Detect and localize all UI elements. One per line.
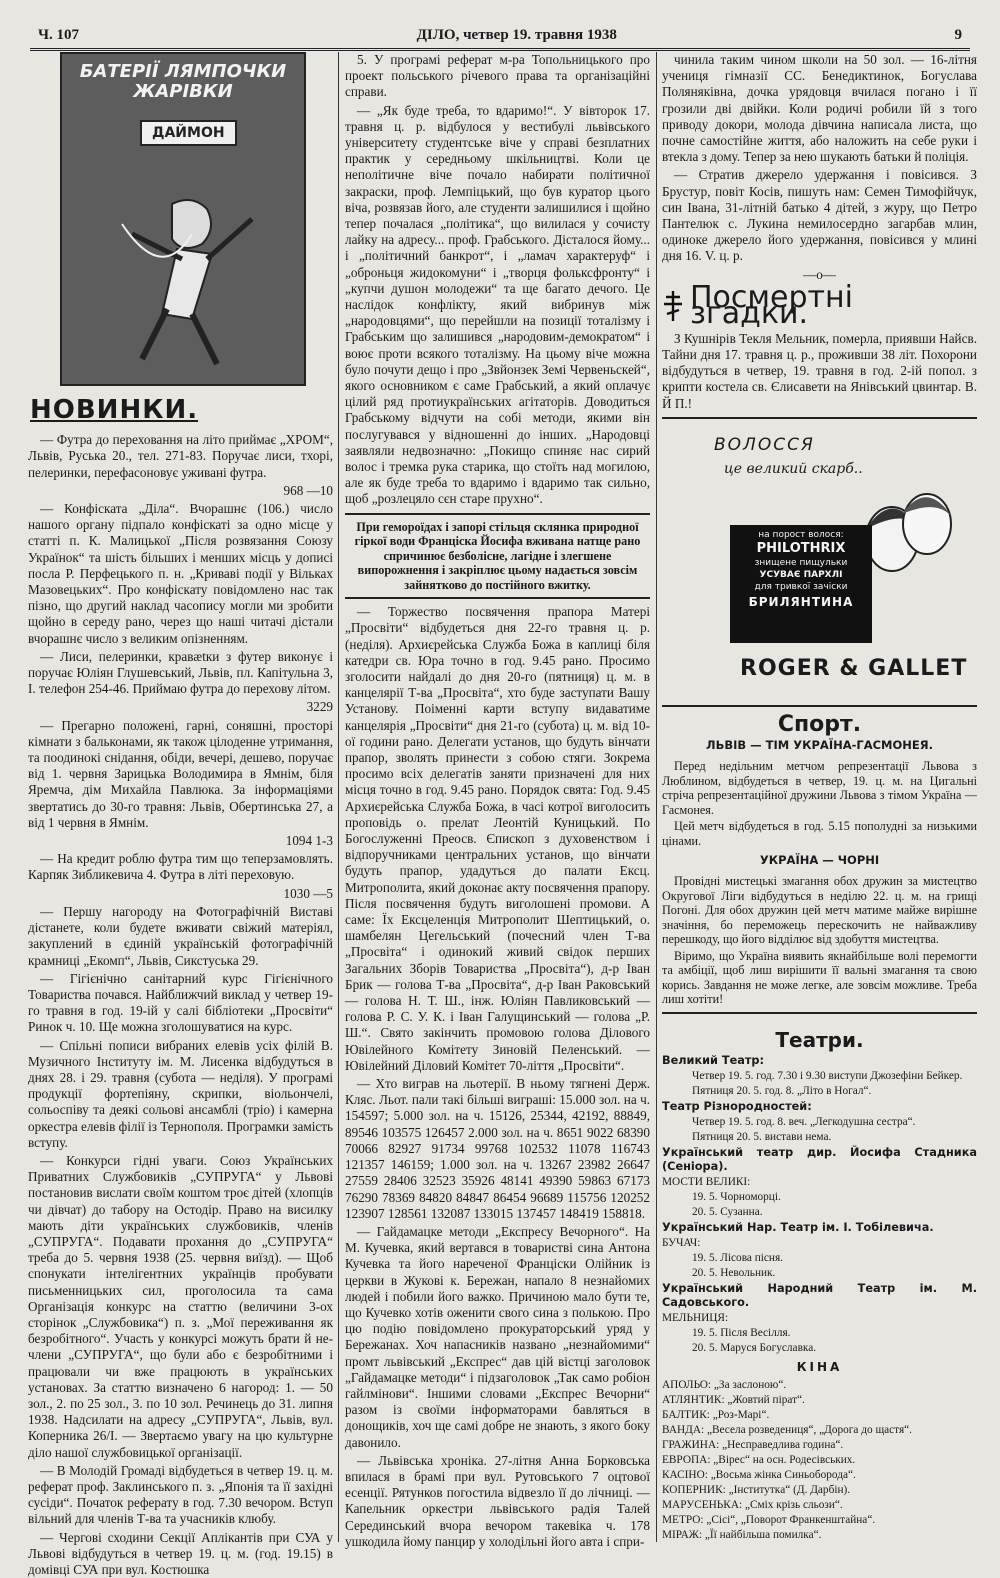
column-rule — [338, 52, 339, 1542]
news-item: — В Молодій Громаді відбудеться в четвер 19. ц. м. реферат проф. Заклинського п. з. „Японія та її західні сусіди“. Початок реферату в год. 7.30 вечором. Вступ вільний для членів Т-ва та учасників клюбу. — [28, 1462, 333, 1527]
performance-entry: 19. 5. Лісова пісня. — [692, 1252, 783, 1265]
cinema-entry: МЕТРО: „Сісі“, „Поворот Франкенштайна“. — [662, 1514, 876, 1527]
cinema-entry: МІРАЖ: „Її найбільша помилка“. — [662, 1529, 822, 1542]
obituaries-heading: Посмертні згадки. — [662, 289, 977, 323]
ad-brand: ДАЙМОН — [140, 120, 237, 146]
product-box: на порост волося: PHILOTHRIX знищене пищульки УСУВАЄ ПАРХЛІ для тривкої зачіски БРИЛЯНТИНА — [730, 525, 872, 643]
cinema-entry: ГРАЖИНА: „Несправедлива година“. — [662, 1439, 844, 1452]
news-item: — Гігієнічно санітарний курс Гігієнічного Товариства почався. Найближчий виклад у четвер 19-го травня в год. 19-ій у салі бібліотеки „Просвіти“ Ринок ч. 10. Ще можна зголошуватися на курс. — [28, 970, 333, 1035]
newspaper-title-date: ДІЛО, четвер 19. травня 1938 — [416, 27, 617, 43]
roger-gallet-advertisement: ВОЛОССЯ це великий скарб.. на порост волося: PHILOTHRIX знищене пищульки УСУВАЄ ПАРХЛІ для тривкої зачіски БРИЛЯНТИНА ROGER & GALLET — [714, 434, 968, 681]
cinema-entry: АТЛЯНТИК: „Жовтий пірат“. — [662, 1394, 805, 1407]
cinema-entry: АПОЛЬО: „За заслоною“. — [662, 1379, 787, 1392]
column-2 — [345, 52, 650, 1549]
performance-entry: 20. 5. Невольник. — [692, 1267, 776, 1280]
column-rule — [656, 52, 657, 1542]
sport-subheading: ЛЬВІВ — ТІМ УКРАЇНА-ГАСМОНЕЯ. — [706, 738, 933, 753]
column-3 — [662, 52, 977, 1542]
ad-code: 1030 —5 — [283, 885, 333, 901]
ad-brand: ROGER & GALLET — [740, 655, 968, 681]
news-item: — Гайдамацке методи „Експресу Вечорного“. На М. Кучевка, який вертався в товаристві сина Антона Кучевка та його нареченої Франціски Олійник із церкви в Жукові к. Бережан, напало 8 незнайомих людей і побили його важко. Причиною мало бути те, що Кучевко хотів оженити свого сина з полькою. Про цю подію повідомлено прокураторський уряд у Бережанах. Хоч напасників названо „незнайомими“ промт львівський „Експрес“ дав цій вістці заголовок „Гайдамацке методи“ і підзаголовок „Так само робіон гайлмінови“. Іншими словами „Експрес Вечорни“ разом із своїми інформаторами бавляться в донощиків, хоч ще самі добре не знають, з якого боку давонило. — [345, 1223, 650, 1450]
ad-code: 1094 1-3 — [285, 833, 333, 849]
cinema-entry: БАЛТИК: „Роз-Марі“. — [662, 1409, 770, 1422]
divider — [662, 1012, 977, 1014]
news-item: — Лиси, пелеринки, кравætки з футер виконує і поручає Юліян Глушевський, Львів, пл. Капітульна 3, І. телефон 254-46. Приймаю футра до перехову літом. — [28, 648, 333, 697]
orthodox-cross-icon — [662, 289, 684, 323]
news-item: — Першу нагороду на Фотографічній Виставі дістанете, коли будете вживати свіжий матеріял, закуплений в єдиній українській фотографічній крамниці „Екомп“, Львів, Сикстуська 29. — [28, 903, 333, 968]
divider — [345, 597, 650, 599]
sport-item: Віримо, що Україна виявить якнайбільше волі перемогти та амбіції, щоб лиш вирішити її вальні змагання та свою корись. Завдання не може легке, але зовсім можливе. Треба лиш хотіти! — [662, 948, 977, 1007]
sport-subheading: УКРАЇНА — ЧОРНІ — [759, 853, 880, 868]
divider-mark: —о— — [803, 266, 836, 282]
divider — [662, 417, 977, 419]
news-item: — Конфіската „Діла“. Вчорашнє (106.) число нашого органу підпало конфіскаті за одно місце у статті п. К. Малицької „Після розвязання Союзу Українок“ та шість більших і менших місць у дописі посла Р. Перфецького п. н. „Криваві події у Вільках Мазовецьких“. Про конфіскату повідомлено нас так пізно, що другий наклад часопису могли ми зробити щойно в середу рано, через що наші читачі дістали вчорашнє число з великим опізненням. — [28, 501, 333, 646]
theatre-name: Український театр дир. Йосифа Стадника (Сеніора). — [662, 1146, 977, 1174]
cinema-entry: КАСІНО: „Восьма жінка Синьоборода“. — [662, 1469, 856, 1482]
news-item: — Спільні пописи вибраних елевів усіх філій В. Музичного Інституту ім. М. Лисенка відбудуться в днях 28. і 29. травня (субота — неділя). У програмі продукції фортепіяну, скрипки, віольончелі, сольоспіву та деякі сольові ансамблі (тріо) і камерна оркестра елевів філії із Тернополя. Програмки замість вступу. — [28, 1037, 333, 1150]
page-number: 9 — [954, 27, 962, 43]
divider — [662, 705, 977, 707]
performance-entry: 19. 5. Після Весілля. — [692, 1327, 791, 1340]
performance-entry: 20. 5. Маруся Богуславка. — [692, 1342, 817, 1355]
sport-heading: Спорт. — [777, 711, 862, 737]
theatre-listings — [662, 1054, 977, 1355]
performance-entry: Пятниця 20. 5. год. 8. „Літо в Ногал“. — [692, 1085, 872, 1098]
sport-item: Цей метч відбудеться в год. 5.15 пополудні за низькими цінами. — [662, 819, 977, 848]
theatre-name: Театр Різнородностей: — [662, 1100, 812, 1114]
theatre-heading: Театри. — [775, 1027, 864, 1052]
column-1 — [28, 52, 333, 1578]
news-item: — Хто виграв на льотерії. В ньому тягнені Держ. Кляс. Льот. пали такі більші виграші: 15.000 зол. на ч. 154597; 5.000 зол. на ч. 15126, 25344, 42192, 88849, 89546 103575 126457 2.000 зол. на ч. 8651 9022 68390 70066 82927 91734 99768 102532 11078 116743 121357 146159; 1.000 зол. на ч. 13267 23982 26647 27559 28406 32523 35926 48141 49390 59863 67173 76290 78369 84820 84847 86454 96689 115756 120252 123907 128561 132087 133015 137457 148419 158818. — [345, 1076, 650, 1221]
news-item: — Львівська хроніка. 27-літня Анна Борковська впилася в брамі при вул. Рутовського 7 оцтової есенції. Рятунков погостила відвезло її до лічниці. — Капельник оркестри львівського радія Талей Серединський вчора вечором такевіка ч. 178 ушкодила йому панцир у холодільні його авта і спри- — [345, 1452, 650, 1549]
news-item: — Прегарно положені, гарні, соняшні, просторі кімнати з бальконами, як також цілоденне утримання, та поодинокі снідання, обіди, вечері, дешево, поручає від 1. червня Зарицька Володимира в Ямнім, біля Яремча, дім Михайла Павлюка. За інформаціями звертатись до 30-го травня: Львів, Обертинська 27, а від 1 червня в Ямнім. — [28, 717, 333, 830]
ad-code: 3229 — [306, 699, 333, 715]
issue-number: Ч. 107 — [38, 27, 80, 43]
news-item: — Конкурси гідні уваги. Союз Українських Приватних Службовиків „СУПРУГА“ у Львові постановив вислати своїм коштом троє дітей (хлопців чи дівчат) до табору на Остодір. Право на висилку мають діти українських службовиків, членів „СУПРУГА“. Подавати прохання до „СУПРУГА“ треба до 5. червня 1938 (25. червня виїзд). — Щоб спонукати інтелігентних українців пробувати письменницьких сил, проголосила та сама Організація конкурс на статтю (величини 3-ох сторінок „Службовика“) п. з. „Мої переживання як безробітного“. Участь у конкурсі можуть брати й не-члени „СУПРУГА“, що були або є безробітними і працювали чи вже працюють в українських установах. За статтю визначено 6 нагород: 1. — 50 зол., 2. по 25 зол., 3. по 10 зол. Речинець до 31. липня 1938. Надсилати на адресу „СУПРУГА“, Львів, вул. Коперника 26/І. — Звертаємо увагу на цю культурне діло нашої службовицької організації. — [28, 1152, 333, 1460]
cinema-entry: ЕВРОПА: „Вірес“ на осн. Родесівських. — [662, 1454, 856, 1467]
performance-entry: Пятниця 20. 5. вистави нема. — [692, 1131, 832, 1144]
dancing-man-illustration-icon — [122, 194, 262, 374]
theatre-name: Український Нар. Театр ім. І. Тобілевича. — [662, 1221, 934, 1235]
tour-location: БУЧАЧ: — [662, 1237, 701, 1250]
news-heading: НОВИНКИ. — [30, 395, 199, 425]
theatre-name: Український Народний Театр ім. М. Садовського. — [662, 1282, 977, 1310]
news-item: — Стратив джерело удержання і повісився. З Брустур, повіт Косів, пишуть нам: Семен Тимофійчук, син Івана, 31-літній батько 4 дітей, з журу, що Петро Пантелюк с. Лукина немилосердно загарбав млин, одиноке джерело його удержання, повісився у млині дня 16. V. ц. р. — [662, 167, 977, 264]
performance-entry: Четвер 19. 5. год. 8. веч. „Легкодушна сестра“. — [692, 1116, 916, 1129]
news-item: — Торжество посвячення прапора Матері „Просвіти“ відбудеться дня 22-го травня ц. р. (неділя). Архиєрейська Служба Божа в каплиці біля катедри св. Юра точно в год. 9.45 рано. Просимо зголосити найдалі до дня 20-го (пятниця) ц. м. в канцелярії Т-ва „Просвіта“, хто буде заступати Вашу Установу. Поіменні карти вступу видаватиме канцелярія „Просвіти“ дня 21-го (субота) ц. м. від 10-ої години рано. Делегати установ, що будуть вінчати прапор, зволять принести з собою стяги. Зокрема просимо всіх делегатів заняти призначені для них місця точно в год. 9.45 рано. Порядок свята: Год. 9.45 Архиєрейська Служба Божа, в часі котрої виголосить проповідь о. прелат Леонтій Куницький. По Богослуженні Преосв. Єпископ з духовенством і відпоручниками центральних установ, що вінчати будуть прапор, удадуться до палати Ексц. Митрополита, який доконає акту посвячення прапору. Після посвячення будуть виголошені промови. А саме: Їх Ексцеленція Митрополит Шептицький, о. шамбелян Цегельський (почесний член Т-ва „Просвіта“ і одинокий живий свідок перших Загальних Зборів Товариства „Просвіта“), д-р Іван Брик — голова Т-ва „Просвіта“, д-р Іван Раковський — голова Н. Т. Ш., інж. Юліян Павликовський — голова Р. С. У. К. і Іван Галущинський — голова „Р. Ш.“. Свято закінчить промовою голова Ділового Ювілейного Комітету Зиновій Пеленський. — Ювілейний Діловий Комітет 70-ліття „Просвіти“. — [345, 604, 650, 1073]
tour-location: МОСТИ ВЕЛИКІ: — [662, 1176, 751, 1189]
news-item: — Футра до переховання на літо приймає „ХРОМ“, Львів, Руська 20., тел. 271-83. Поручає лиси, тхорі, пелеринки, перефасоновує уживані футра. — [28, 432, 333, 480]
cinema-heading: КІНА — [796, 1360, 843, 1375]
obituary-text: З Кушнірів Текля Мельник, померла, приявши Найсв. Тайни дня 17. травня ц. р., проживши 38 літ. Похорони відбудуться в четвер, 19. травня в год. 2-ій попол. з крипти костела св. Єлисавети на Янівський цвинтар. В. Й П.! — [662, 330, 977, 411]
ad-headline: БАТЕРІЇ ЛЯМПОЧКИ ЖАРІВКИ — [79, 61, 287, 102]
cinema-entry: МАРУСЕНЬКА: „Сміх крізь сльози“. — [662, 1499, 843, 1512]
mineral-water-notice: При гемороїдах і запорі стільця склянка природної гіркої води Франціска Йосифа вживана натще рано спричинює безболісне, лагідне і злегшене випорожнення і закріплює цьому надається зовсім зайнятково до постійного вжитку. — [354, 519, 641, 592]
cinema-entry: ВАНДА: „Весела розведениця“, „Дорога до щастя“. — [662, 1424, 913, 1437]
daimon-advertisement — [60, 52, 306, 386]
performance-entry: Четвер 19. 5. год. 7.30 і 9.30 виступи Джозефіни Бейкер. — [692, 1070, 963, 1083]
ad-code: 968 —10 — [283, 482, 333, 498]
news-item: чинила таким чином школи на 50 зол. — 16-літня учениця гімназії СС. Бенедиктинок, Богуслава Поляняківна, дочка урядовця вчилася погано і її грозили дві двійки. Коли родичі робили їй з того приводу докори, молода дівчина написала листа, що почне самостійне життя, або наложить на себе руки і втекла з дому. Тепер за нею шукають батьки й поліція. — [662, 52, 977, 165]
sport-item: Провідні мистецькі змагання обох дружин за мистецтво Округової Ліги відбудуться в неділю 22. ц. м. на грищі Погоні. Для обох дружин цей метч матиме майже вирішне значіння, бо переможець перескочить не найважливу перешкоду, що його відділює від здобуття мистецтва. — [662, 874, 977, 947]
tour-location: МЕЛЬНИЦЯ: — [662, 1312, 729, 1325]
theatre-name: Великий Театр: — [662, 1054, 765, 1068]
cinema-listings — [662, 1379, 977, 1542]
sport-item: Перед недільним метчом репрезентації Львова з Люблином, відбудеться в четвер, 19. ц. м. на Цигальні стріча репрезентаційної дружини Львова з тімом Україна — Гасмонея. — [662, 759, 977, 817]
news-item: — „Як буде треба, то вдаримо!“. У вівторок 17. травня ц. р. відбулося у вестибулі львівського університету студентське віче у справі безплатних практик у середньому шкільництві. Коли це неполітичне віче почало набирати політичної закраски, проф. Лемпіцький, що був куратор цього віча, розвязав його, але студенти залишилися і щойно тепер почалася „політика“, що вилилася у сочисту лайку на адресу... проф. Грабського. Дісталося йому... і „політичний банкрот“, і „ламач характеруф“ і „оброньця жидокомуни“ і „творця фольксфронту“ і „купчи душон молодежи“ та ще багато дечого. Це наслідок конфлікту, який вибринув між „народовцями“, що перейшли на позиції тоталізму і Грабським що залишився „народовим-демократом“ і воює проти всякого тоталізму. На цьому віче можна було почути дещо і про „Звйонзек Земі Червеньскей“, якого основником є саме Грабський, а який оплачує цілий ряд протиукраїнських агітаторів. Доводиться Грабському відчути на собі методи, якими він послугувався у відношенні до інших. „Народовці заявляли недвозначно: „Покищо спиняє нас сирий волос і тремка рука старика, що стоїть над могилою, але як буде треба то вдаримо і вдаримо так сильно, щоб „розлецяло сєн старе прухно“. — [345, 102, 650, 507]
divider — [345, 513, 650, 515]
cinema-entry: КОПЕРНИК: „Інституткa“ (Д. Дарбін). — [662, 1484, 851, 1497]
performance-entry: 19. 5. Чорноморці. — [692, 1191, 781, 1204]
performance-entry: 20. 5. Сузанна. — [692, 1206, 763, 1219]
news-item: — Чергові сходини Секції Аплікантів при СУА у Львові відбудуться в четвер 19. ц. м. (год. 19.15) в домівці СУА при вул. Костюшка — [28, 1529, 333, 1578]
news-item: — На кредит роблю футра тим що теперзамовлять. Карпяк Зибликевича 4. Футра в літі переховую. — [28, 851, 333, 883]
masthead — [30, 18, 970, 51]
news-item: 5. У програмі реферат м-ра Топольницького про проект польського річевого права та організаційні справи. — [345, 52, 650, 100]
